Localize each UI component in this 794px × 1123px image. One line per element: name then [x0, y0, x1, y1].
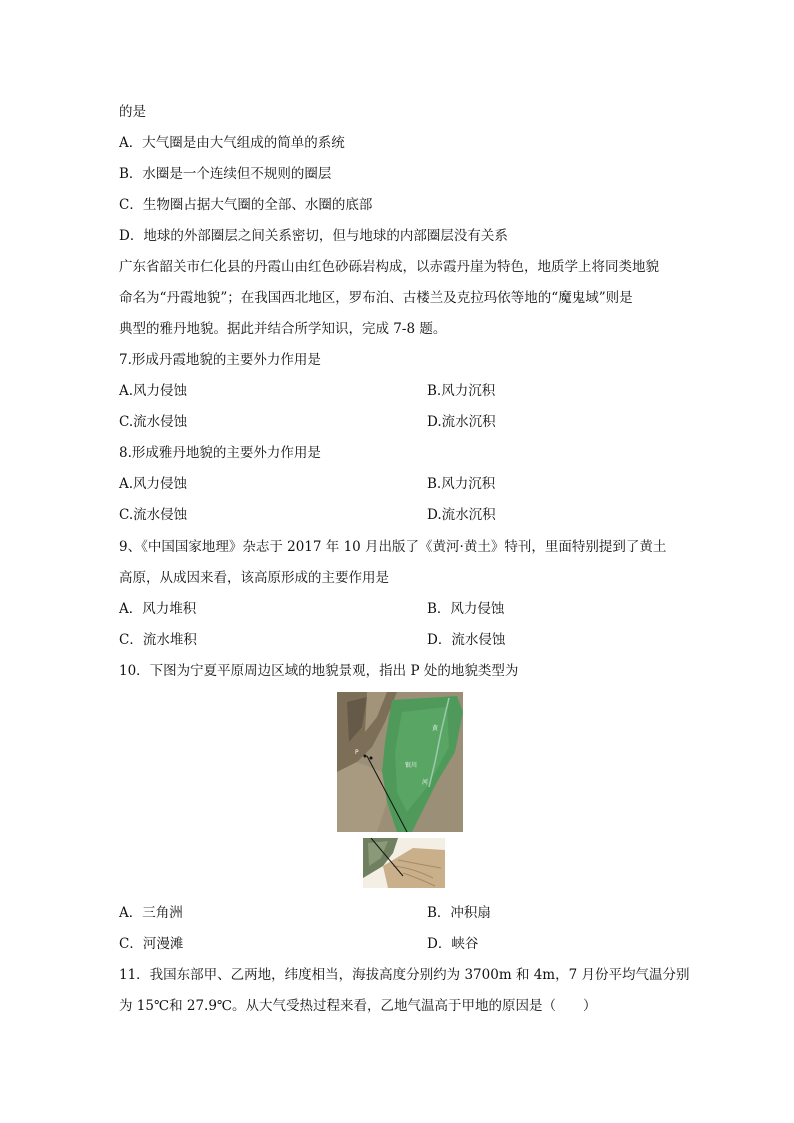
q10-stem: 10．下图为宁夏平原周边区域的地貌景观，指出 P 处的地貌类型为 — [119, 663, 519, 679]
q6-option-c: C．生物圈占据大气圈的全部、水圈的底部 — [119, 197, 373, 213]
q8-option-d: D.流水沉积 — [427, 507, 496, 523]
q11-stem-1: 11．我国东部甲、乙两地，纬度相当，海拔高度分别约为 3700m 和 4m，7 月份平均气温分别 — [119, 967, 690, 983]
point-marker — [364, 755, 367, 758]
q7-stem: 7.形成丹霞地貌的主要外力作用是 — [119, 352, 321, 368]
q9-stem-2: 高原，从成因来看，该高原形成的主要作用是 — [119, 570, 389, 586]
q6-option-d: D．地球的外部圈层之间关系密切，但与地球的内部圈层没有关系 — [119, 228, 508, 244]
q10-option-c: C．河漫滩 — [119, 936, 184, 952]
q8-stem: 8.形成雅丹地貌的主要外力作用是 — [119, 445, 321, 461]
q8-option-b: B.风力沉积 — [427, 476, 496, 492]
q10-option-a: A．三角洲 — [119, 905, 183, 921]
q7-option-d: D.流水沉积 — [427, 414, 496, 430]
ningxia-plain-figure — [337, 692, 463, 832]
q9-option-a: A．风力堆积 — [119, 601, 197, 617]
label-he: 河 — [422, 779, 429, 786]
q9-option-b: B．风力侵蚀 — [427, 601, 505, 617]
q9-option-c: C．流水堆积 — [119, 632, 197, 648]
q9-stem-1: 9、《中国国家地理》杂志于 2017 年 10 月出版了《黄河·黄土》特刊，里面特别提到了黄土 — [119, 539, 667, 555]
label-p: P — [355, 749, 359, 756]
point-marker-2 — [370, 757, 373, 760]
label-yinchuan: 银川 — [405, 762, 418, 769]
q6-option-a: A．大气圈是由大气组成的简单的系统 — [119, 135, 345, 151]
q7-option-a: A.风力侵蚀 — [119, 383, 188, 399]
q10-option-b: B．冲积扇 — [427, 905, 491, 921]
q10-option-d: D．峡谷 — [427, 936, 479, 952]
q6-option-b: B．水圈是一个连续但不规则的圈层 — [119, 166, 332, 182]
q9-option-d: D．流水侵蚀 — [427, 632, 506, 648]
label-huang: 黄 — [432, 725, 439, 732]
passage-line-1: 广东省韶关市仁化县的丹霞山由红色砂砾岩构成，以赤霞丹崖为特色，地质学上将同类地貌 — [119, 259, 659, 275]
q7-option-c: C.流水侵蚀 — [119, 414, 188, 430]
q8-option-a: A.风力侵蚀 — [119, 476, 188, 492]
line-l0: 的是 — [119, 104, 146, 120]
q8-option-c: C.流水侵蚀 — [119, 507, 188, 523]
passage-line-2: 命名为“丹霞地貌”；在我国西北地区，罗布泊、古楼兰及克拉玛依等地的“魔鬼域”则是 — [119, 290, 633, 306]
q11-stem-2: 为 15℃和 27.9℃。从大气受热过程来看，乙地气温高于甲地的原因是（ ） — [119, 998, 597, 1014]
passage-line-3: 典型的雅丹地貌。据此并结合所学知识，完成 7-8 题。 — [119, 321, 447, 337]
q7-option-b: B.风力沉积 — [427, 383, 496, 399]
alluvial-fan-sketch — [363, 838, 445, 888]
